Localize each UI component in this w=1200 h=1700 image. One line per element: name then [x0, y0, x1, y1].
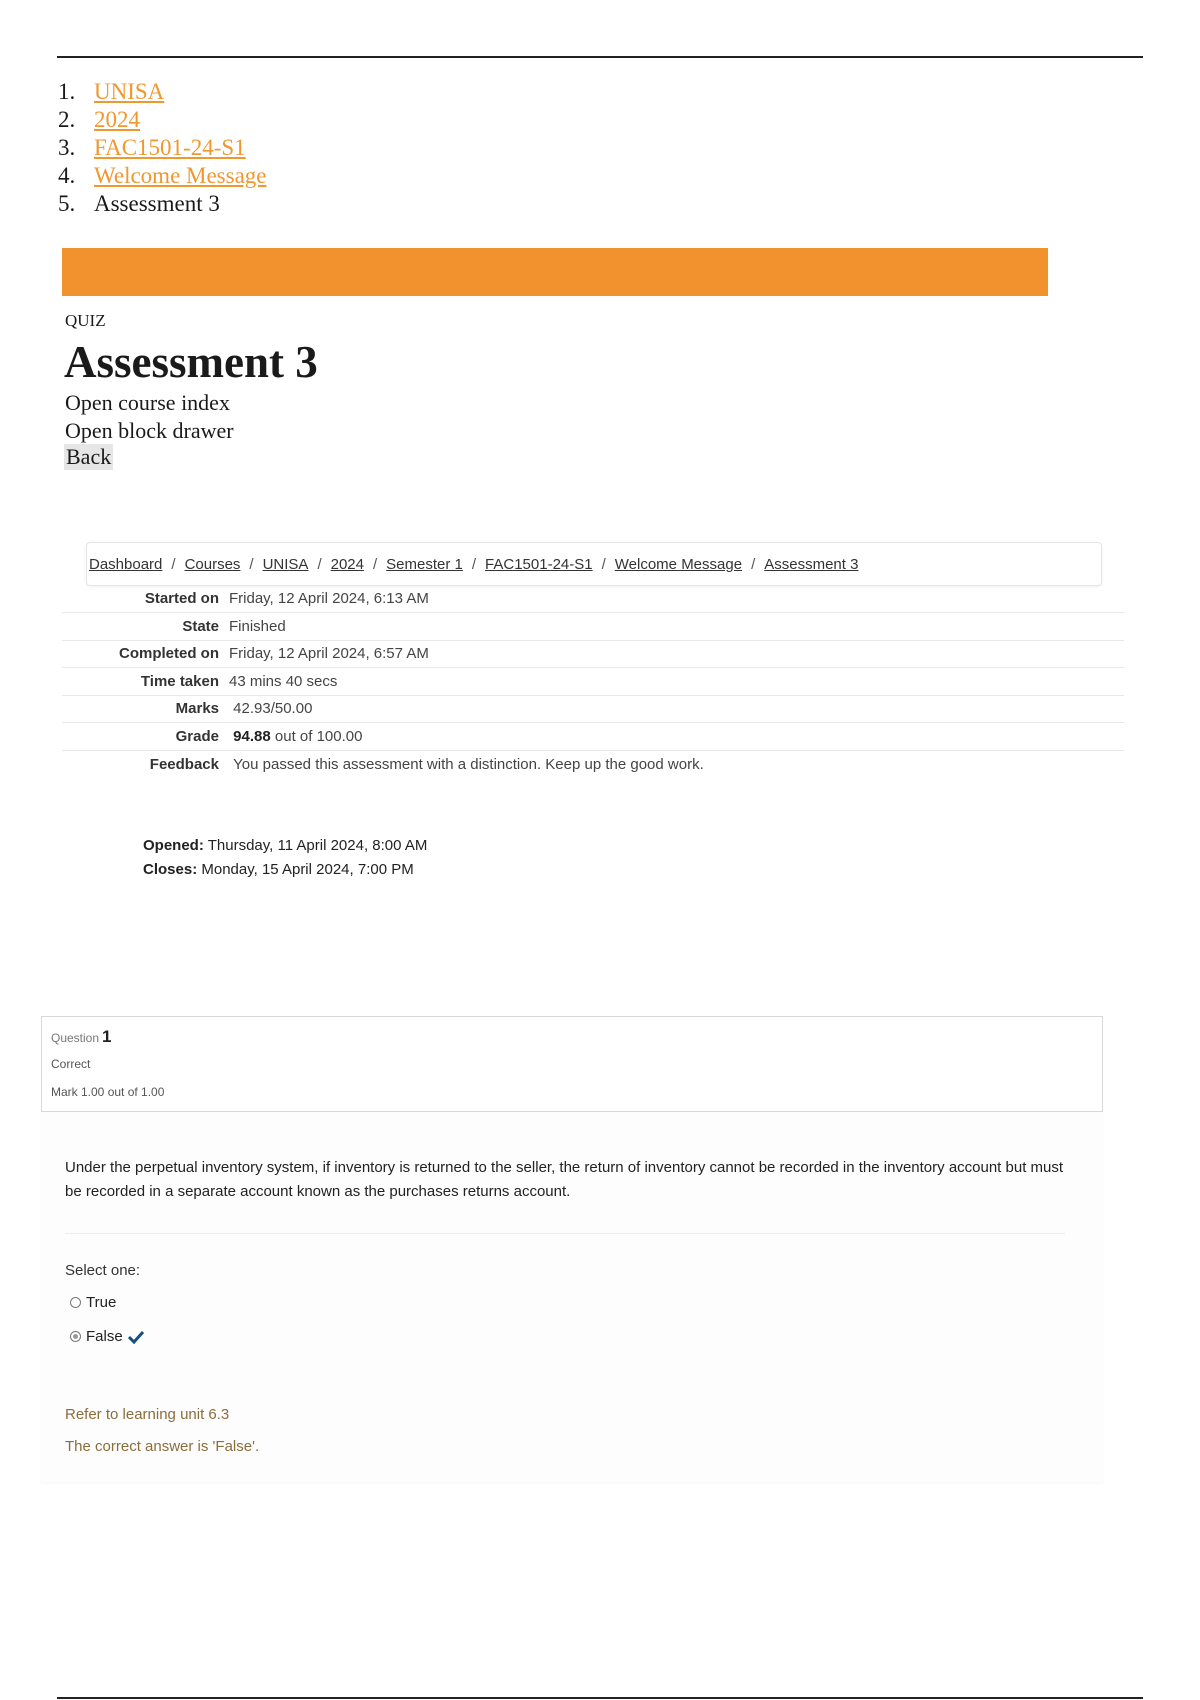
top-nav-current: Assessment 3 [94, 191, 220, 216]
opened-date: Opened: Thursday, 11 April 2024, 8:00 AM [143, 837, 428, 854]
top-nav-link-unisa[interactable]: UNISA [94, 79, 165, 104]
top-nav-item: 1. UNISA [58, 79, 165, 104]
breadcrumb-assessment[interactable]: Assessment 3 [764, 555, 859, 573]
breadcrumb-dashboard[interactable]: Dashboard [89, 555, 163, 573]
open-block-drawer-button[interactable]: Open block drawer [65, 418, 234, 443]
top-nav-item: 5. Assessment 3 [58, 191, 220, 216]
question-label: Question [51, 1031, 100, 1045]
summary-row-completed: Completed on Friday, 12 April 2024, 6:57 AM [62, 640, 1124, 668]
back-button[interactable]: Back [66, 444, 112, 469]
select-prompt: Select one: [65, 1262, 141, 1279]
question-mark: Mark 1.00 out of 1.00 [51, 1085, 165, 1099]
activity-type-label: QUIZ [65, 311, 106, 330]
general-feedback: Refer to learning unit 6.3 [65, 1406, 230, 1423]
grade-value: 94.88 [233, 727, 271, 745]
summary-row-state: State Finished [62, 613, 1124, 641]
summary-row-started: Started on Friday, 12 April 2024, 6:13 AM [62, 585, 1124, 613]
question-status: Correct [51, 1057, 91, 1071]
summary-row-feedback: Feedback You passed this assessment with a distinction. Keep up the good work. [149, 755, 704, 773]
top-nav-link-welcome[interactable]: Welcome Message [94, 163, 267, 188]
breadcrumb: Dashboard / Courses / UNISA / 2024 / Semester 1 / FAC1501-24-S1 / Welcome Message / Assessment 3 [86, 542, 1102, 586]
radio-selected[interactable] [70, 1331, 81, 1342]
right-answer: The correct answer is 'False'. [65, 1438, 260, 1455]
top-nav-item: 2. 2024 [58, 107, 140, 132]
breadcrumb-unisa[interactable]: UNISA [262, 555, 309, 573]
summary-row-marks: Marks 42.93/50.00 [62, 695, 1124, 723]
breadcrumb-course[interactable]: FAC1501-24-S1 [485, 555, 593, 573]
quiz-dates [143, 834, 427, 882]
check-icon [128, 1330, 144, 1344]
summary-row-grade: Grade 94.88 out of 100.00 [62, 723, 1124, 751]
bottom-rule [57, 1697, 1143, 1699]
overall-feedback: You passed this assessment with a distinction. Keep up the good work. [233, 755, 704, 773]
breadcrumb-welcome[interactable]: Welcome Message [614, 555, 743, 573]
top-nav-item: 4. Welcome Message [58, 163, 267, 188]
radio-unselected[interactable] [70, 1297, 81, 1308]
page-title: Assessment 3 [64, 337, 318, 387]
grade-max: out of 100.00 [274, 727, 363, 745]
breadcrumb-semester[interactable]: Semester 1 [386, 555, 463, 573]
marks-value: 42.93/50.00 [233, 700, 313, 718]
closes-date: Closes: Monday, 15 April 2024, 7:00 PM [143, 861, 414, 878]
top-nav-link-course[interactable]: FAC1501-24-S1 [94, 135, 246, 160]
top-nav-list [58, 78, 267, 218]
breadcrumb-2024[interactable]: 2024 [330, 555, 364, 573]
top-nav-link-2024[interactable]: 2024 [94, 107, 140, 132]
divider [65, 1233, 1065, 1234]
course-banner [62, 248, 1048, 296]
question-text: Under the perpetual inventory system, if inventory is returned to the seller, the return of inventory cannot be recorded in the inventory account but must be recorded in a separate account known as the purchases returns account. [65, 1159, 1064, 1200]
top-nav-item: 3. FAC1501-24-S1 [58, 135, 246, 160]
open-course-index-button[interactable]: Open course index [65, 390, 230, 415]
answer-option-true[interactable]: True [70, 1294, 116, 1311]
summary-row-time: Time taken 43 mins 40 secs [62, 668, 1124, 696]
breadcrumb-courses[interactable]: Courses [184, 555, 241, 573]
question-number: 1 [102, 1027, 112, 1046]
answer-option-false[interactable]: False [70, 1328, 144, 1345]
question-content [41, 1112, 1103, 1482]
top-rule [57, 56, 1143, 58]
question-info-box [41, 1016, 1103, 1112]
attempt-summary-table [62, 585, 1124, 778]
